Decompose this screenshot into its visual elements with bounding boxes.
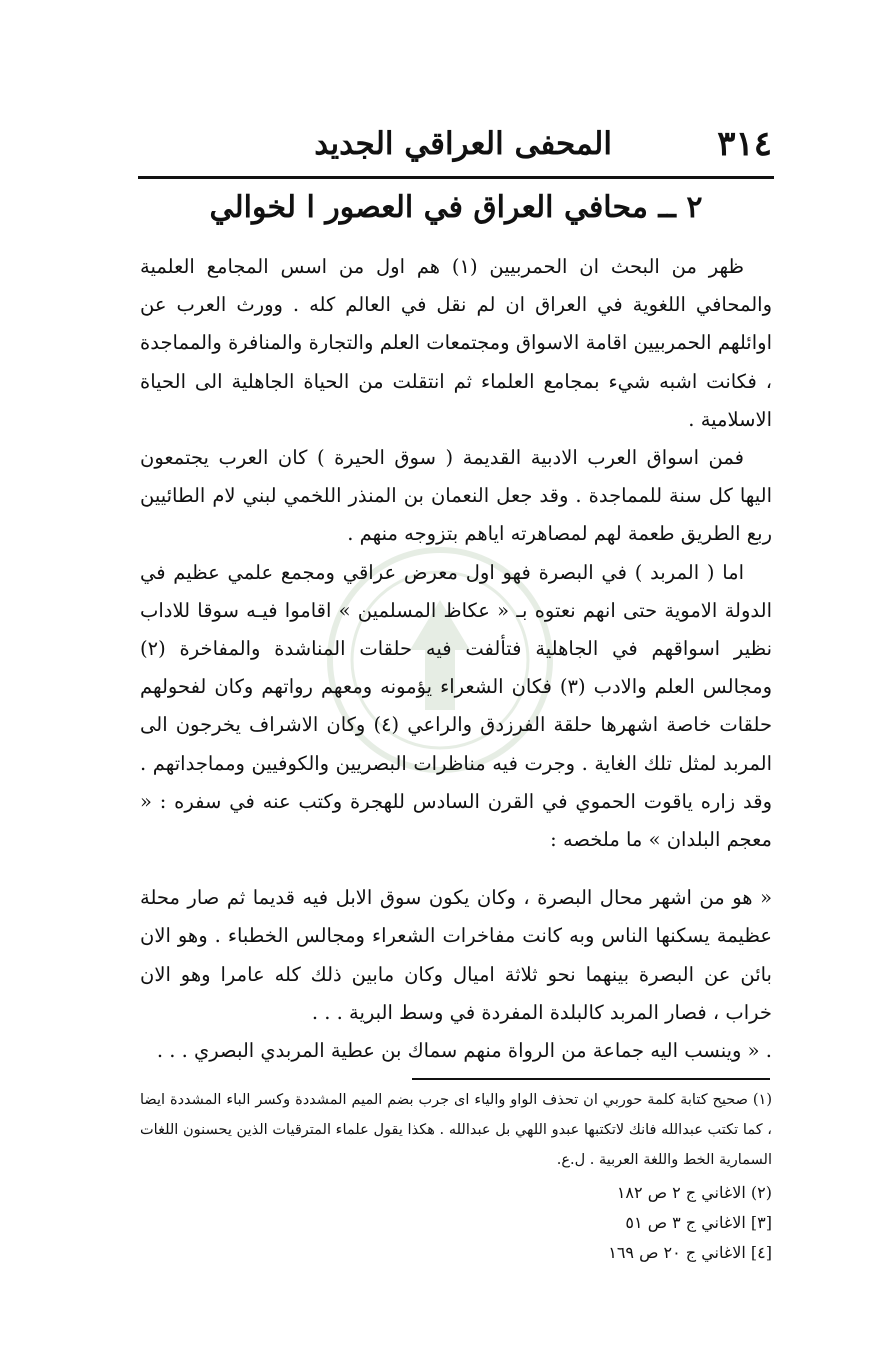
running-title: المحفى العراقي الجديد [314,126,612,162]
quote-paragraph-2: . « وينسب اليه جماعة من الرواة منهم سماك بن عطية المربدي البصري . . . [156,1039,772,1063]
header-rule [138,176,774,179]
page-number: ٣١٤ [717,124,772,164]
footnote-1: (١) صحيح كتابة كلمة حوربي ان تحذف الواو والياء اى جرب بضم الميم المشددة وكسر الباء المشددة ايضا ، كما تكتب عبدالله فانك لاتكتبها عبدو اللهي بل عبدالله . هكذا يقول علماء المترقيات الذين يحسنون اللغات السمارية الخط واللغة العربية . ل.ع. [140,1092,772,1168]
paragraph-1: ظهر من البحث ان الحمربيين (١) هم اول من اسس المجامع العلمية والمحافي اللغوية في العراق ان لم نقل في العالم كله . وورث العرب عن اوائلهم الحمربيين اقامة الاسواق ومجتمعات العلم والتجارة والمنافرة والمماجدة ، فكانت اشبه شيء بمجامع العلماء ثم انتقلت من الحياة الجاهلية الى الحياة الاسلامية . [140,255,772,431]
main-text [140,248,772,1070]
reference-4: [٤] الاغاني ج ٢٠ ص ١٦٩ [608,1243,772,1262]
page-header [140,118,772,170]
reference-2: (٢) الاغاني ج ٢ ص ١٨٢ [616,1183,772,1202]
reference-3: [٣] الاغاني ج ٣ ص ٥١ [625,1213,772,1232]
quote-paragraph-1: « هو من اشهر محال البصرة ، وكان يكون سوق الابل فيه قديما ثم صار محلة عظيمة يسكنها الناس وبه كانت مفاخرات الشعراء ومجالس الخطباء . وهو الان بائن عن البصرة بينهما نحو ثلاثة اميال وكان مابين ذلك كله عامرا وهو الان خراب ، فصار المربد كالبلدة المفردة في وسط البرية . . . [140,886,772,1024]
section-title: ٢ ــ محافي العراق في العصور ا لخوالي [209,190,703,225]
paragraph-2: فمن اسواق العرب الادبية القديمة ( سوق الحيرة ) كان العرب يجتمعون اليها كل سنة للمماجدة . وقد جعل النعمان بن المنذر اللخمي لبني لام الطائيين ربع الطريق طعمة لهم لمصاهرته اياهم بتزوجه منهم . [140,446,772,546]
footnotes [140,1085,772,1175]
references [440,1178,772,1268]
footnote-rule [412,1078,770,1080]
paragraph-3: اما ( المربد ) في البصرة فهو اول معرض عراقي ومجمع علمي عظيم في الدولة الاموية حتى انهم نعتوه بـ « عكاظ المسلمين » اقاموا فيـه سوقا للاداب نظير اسواقهم في الجاهلية فتألفت فيه حلقات المناشدة والمفاخرة (٢) ومجالس العلم والادب (٣) فكان الشعراء يؤمونه ومعهم رواتهم وكان لفحولهم حلقات خاصة اشهرها حلقة الفرزدق والراعي (٤) وكان الاشراف يخرجون الى المربد لمثل تلك الغاية . وجرت فيه مناظرات البصريين والكوفيين ومماجداتهم . وقد زاره ياقوت الحموي في القرن السادس للهجرة وكتب عنه في سفره : « معجم البلدان » ما ملخصه : [140,560,773,852]
